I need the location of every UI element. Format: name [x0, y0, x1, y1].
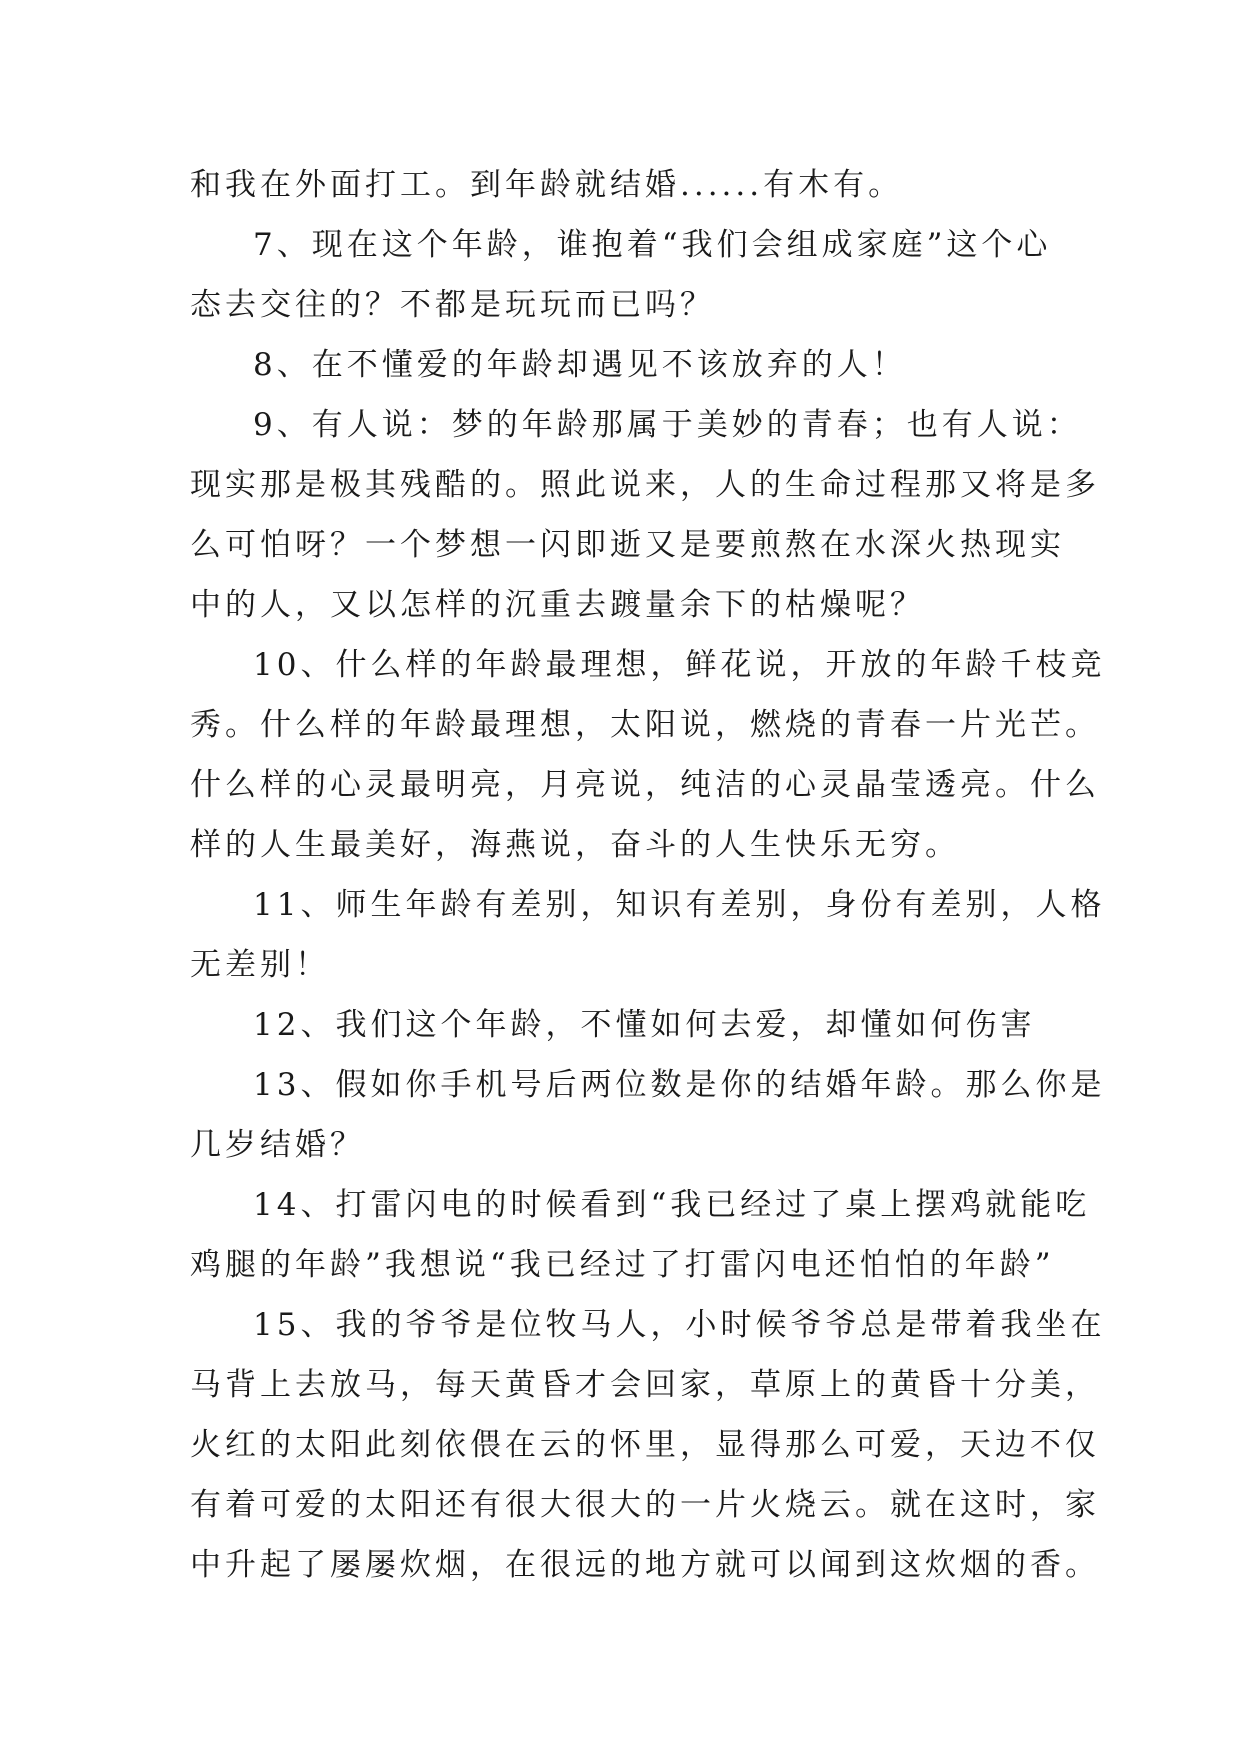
paragraph-7-line-2: 态去交往的？不都是玩玩而已吗？	[190, 287, 715, 323]
paragraph-14-line-2: 鸡腿的年龄”我想说“我已经过了打雷闪电还怕怕的年龄”	[190, 1247, 1055, 1283]
paragraph-15-line-2: 马背上去放马，每天黄昏才会回家，草原上的黄昏十分美，	[190, 1367, 1100, 1403]
paragraph-15-line-5: 中升起了屡屡炊烟，在很远的地方就可以闻到这炊烟的香。	[190, 1547, 1100, 1583]
paragraph-9-line-3: 么可怕呀？一个梦想一闪即逝又是要煎熬在水深火热现实	[190, 527, 1065, 563]
paragraph-15-line-1: 15、我的爷爷是位牧马人，小时候爷爷总是带着我坐在	[253, 1307, 1106, 1343]
paragraph-12-line-1: 12、我们这个年龄，不懂如何去爱，却懂如何伤害	[253, 1007, 1036, 1043]
paragraph-11-line-1: 11、师生年龄有差别，知识有差别，身份有差别，人格	[253, 887, 1106, 923]
paragraph-15-line-4: 有着可爱的太阳还有很大很大的一片火烧云。就在这时，家	[190, 1487, 1100, 1523]
paragraph-8-line-1: 8、在不懂爱的年龄却遇见不该放弃的人！	[253, 347, 907, 383]
paragraph-11-line-2: 无差别！	[190, 947, 330, 983]
paragraph-9-line-1: 9、有人说：梦的年龄那属于美妙的青春；也有人说：	[253, 407, 1082, 443]
paragraph-10-line-2: 秀。什么样的年龄最理想，太阳说，燃烧的青春一片光芒。	[190, 707, 1100, 743]
paragraph-14-line-1: 14、打雷闪电的时候看到“我已经过了桌上摆鸡就能吃	[253, 1187, 1091, 1223]
paragraph-13-line-2: 几岁结婚？	[190, 1127, 365, 1163]
paragraph-10-line-1: 10、什么样的年龄最理想，鲜花说，开放的年龄千枝竞	[253, 647, 1106, 683]
paragraph-9-line-4: 中的人，又以怎样的沉重去踱量余下的枯燥呢？	[190, 587, 925, 623]
paragraph-15-line-3: 火红的太阳此刻依偎在云的怀里，显得那么可爱，天边不仅	[190, 1427, 1100, 1463]
paragraph-9-line-2: 现实那是极其残酷的。照此说来，人的生命过程那又将是多	[190, 467, 1100, 503]
document-body	[190, 155, 1106, 1595]
paragraph-10-line-3: 什么样的心灵最明亮，月亮说，纯洁的心灵晶莹透亮。什么	[190, 767, 1100, 803]
paragraph-7-line-1: 7、现在这个年龄，谁抱着“我们会组成家庭”这个心	[253, 227, 1052, 263]
paragraph-10-line-4: 样的人生最美好，海燕说，奋斗的人生快乐无穷。	[190, 827, 960, 863]
text-line: 和我在外面打工。到年龄就结婚......有木有。	[190, 167, 904, 203]
paragraph-13-line-1: 13、假如你手机号后两位数是你的结婚年龄。那么你是	[253, 1067, 1106, 1103]
